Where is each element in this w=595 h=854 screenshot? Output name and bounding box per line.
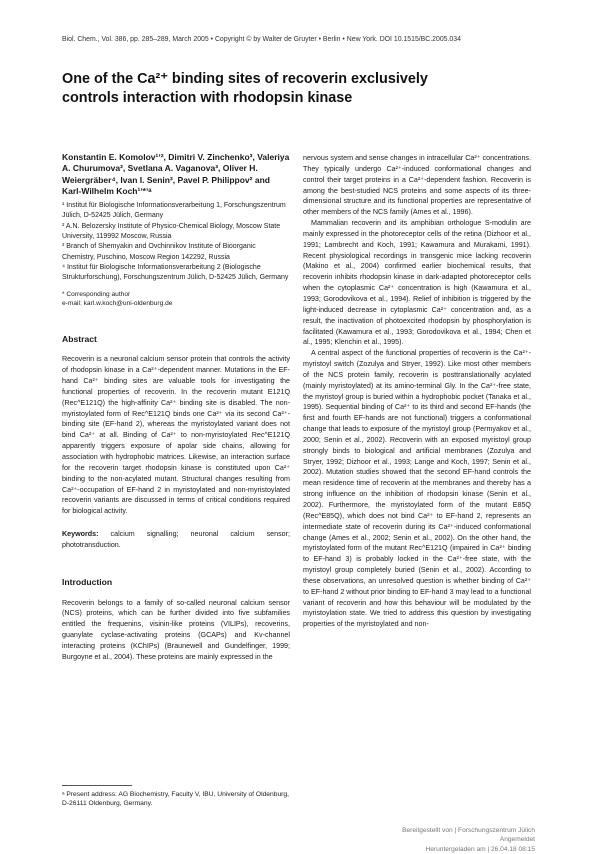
affiliation-2: ² A.N. Belozersky Institute of Physico-Chemical Biology, Moscow State University, 119992 Moscow, Russia — [62, 222, 281, 241]
keywords — [62, 529, 290, 551]
abstract-text: Recoverin is a neuronal calcium sensor protein that controls the activity of rhodopsin kinase in a Ca²⁺-dependent manner. Mutations in the EF-hand Ca²⁺ binding sites are valuable tools for investigating the functional properties of recoverin. In the recoverin mutant E121Q (Rec^E121Q) the high-affinity Ca²⁺ binding site is disabled. The non-myristoylated form of Rec^E121Q binds one Ca²⁺ via its second Ca²⁺-binding site (EF-hand 2), whereas the myristoylated variant does not bind Ca²⁺ at all. Binding of Ca²⁺ to non-myristoylated Rec^E121Q apparently triggers exposure of apolar side chains, allowing for association with hydrophobic matrices. Likewise, an interaction surface for the recoverin target rhodopsin kinase is constituted upon Ca²⁺ binding to the non-acylated mutant. Structural changes resulting from Ca²⁺-occupation of EF-hand 2 in myristoylated and non-myristoylated recoverin variants are discussed in terms of critical conditions required for biological activity. — [62, 355, 290, 516]
download-watermark — [315, 826, 535, 854]
right-column — [303, 153, 531, 630]
watermark-download-date: Heruntergeladen am | 26.04.18 08:15 — [425, 845, 535, 853]
article-title — [62, 70, 542, 108]
corresponding-label: * Corresponding author — [62, 290, 131, 298]
affiliation-3: ³ Branch of Shemyakin and Ovchinnikov Institute of Bioorganic Chemistry, Puschino, Moscow Region 142292, Russia — [62, 243, 256, 261]
watermark-status: Angemeldet — [499, 836, 535, 844]
corresponding-author — [62, 290, 290, 308]
title-line-1: One of the Ca²⁺ binding sites of recoverin exclusively — [62, 71, 428, 87]
body-paragraph-3: A central aspect of the functional properties of recoverin is the Ca²⁺-myristoyl switch (Zozulya and Stryer, 1992). Like most other members of the NCS protein family, recoverin is posttranslationally acylated (mainly myristoylated) at its amino-terminal Gly. In the Ca²⁺-free state, the myristoyl group is buried within a hydrophobic pocket (Tanaka et al., 1995). Sequential binding of Ca²⁺ to its third and second EF-hands (the first and fourth EF-hands are not functional) triggers a conformational change that leads to exposure of the myristoyl group (Permyakov et al., 2000; Senin et al., 2002). Recoverin with an exposed myristoyl group strongly binds to biological and artificial membranes (Zozulya and Stryer, 1992; Dizhoor et al., 1993; Lange and Koch, 1997; Senin et al., 2002). Mutation studies showed that the second EF-hand controls the mean residence time of recoverin at the membranes and thereby has a strong influence on the inhibition of rhodopsin kinase (Senin et al., 2002). Furthermore, the myristoylated form of the mutant E85Q (Rec^E85Q), which does not bind Ca²⁺ to EF-hand 2, represents an intermediate state of recoverin during its Ca²⁺-induced conformational change (Ames et al., 2002; Senin et al., 2002). On the other hand, the myristoylated form of the mutant Rec^E121Q (impaired in Ca²⁺ binding to EF-hand 3) is probably locked in the Ca²⁺-free state, with the myristoyl group completely buried (Senin et al., 2002). According to these observations, an unresolved question is whether binding of Ca²⁺ to EF-hand 2 without prior binding to EF-hand 3 may lead to a functional variant of recoverin and how this behaviour will be modulated by the myristoylation state. We tried to address this question by investigating properties of the myristoylated and non- — [303, 349, 531, 629]
watermark-provider: Bereitgestellt von | Forschungszentrum Jülich — [402, 827, 535, 834]
footnote-divider — [62, 785, 132, 786]
affiliation-1: ¹ Institut für Biologische Informationsverarbeitung 1, Forschungszentrum Jülich, D-52425 Jülich, Germany — [62, 202, 286, 220]
left-column — [62, 152, 290, 663]
body-paragraph-1: nervous system and sense changes in intracellular Ca²⁺ concentrations. They typically undergo Ca²⁺-induced conformational changes and control their target proteins in a Ca²⁺-dependent fashion. Recoverin is among the best-studied NCS proteins and some aspects of its three-dimensional structure and its functional properties are representative of other members of the NCS family (Ames et al., 1996). — [303, 154, 531, 217]
author-list: Konstantin E. Komolov¹ʼ², Dimitri V. Zinchenko³, Valeriya A. Churumova², Svetlana A. Vaganova³, Oliver H. Weiergräber⁴, Ivan I. Senin², Pavel P. Philippov² and Karl-Wilhelm Koch¹ʼ*ʼᵃ — [62, 152, 290, 196]
affiliation-4: ⁴ Institut für Biologische Informationsverarbeitung 2 (Biologische Strukturforschung), Forschungszentrum Jülich, D-52425 Jülich, Germany — [62, 263, 289, 282]
introduction-text: Recoverin belongs to a family of so-called neuronal calcium sensor (NCS) proteins, which can be further divided into five subfamilies entitled the frequenins, visinin-like proteins (VILIPs), recoverins, guanylate cyclase-activating proteins (GCAPs) and Kv-channel interacting proteins (KChIPs) (Braunewell and Gundelfinger, 1999; Burgoyne et al., 2004). These proteins are mainly expressed in the — [62, 598, 290, 661]
keywords-label: Keywords: — [62, 530, 99, 539]
corresponding-email[interactable]: e-mail: karl.w.koch@uni-oldenburg.de — [62, 299, 173, 307]
title-line-2: controls interaction with rhodopsin kinase — [62, 90, 353, 106]
body-paragraph-2: Mammalian recoverin and its amphibian orthologue S-modulin are mainly expressed in the photoreceptor cells of the retina (Dizhoor et al., 1991; Lambrecht and Koch, 1991; Kawamura and Murakami, 1991). Recent physiological recordings in transgenic mice lacking recoverin (Makino et al., 2004) confirmed earlier biochemical results, that recoverin inhibits rhodopsin kinase in dark-adapted photoreceptor cells when the cytoplasmic Ca²⁺ concentration is high (Kawamura et al., 1993; Gorodovikova et al., 1994). Relief of inhibition is triggered by the light-induced decrease in cytoplasmic Ca²⁺ concentration and, as a result, the inactivation of photoexcited rhodopsin by phosphorylation is facilitated (Kawamura et al., 1993; Gorodovikova et al., 1994; Chen et al., 1995; Klenchin et al., 1995). — [303, 219, 531, 347]
running-head: Biol. Chem., Vol. 386, pp. 285–289, March 2005 • Copyright © by Walter de Gruyter • Berlin • New York. DOI 10.1515/BC.2005.034 — [62, 36, 461, 43]
footnote: ᵃ Present address: AG Biochemistry, Faculty V, IBU, University of Oldenburg, D-26111 Oldenburg, Germany. — [62, 791, 289, 808]
introduction-heading: Introduction — [62, 576, 113, 587]
affiliations — [62, 201, 290, 283]
abstract-heading: Abstract — [62, 333, 97, 344]
keywords-text: calcium signalling; neuronal calcium sensor; phototransduction. — [62, 530, 291, 549]
